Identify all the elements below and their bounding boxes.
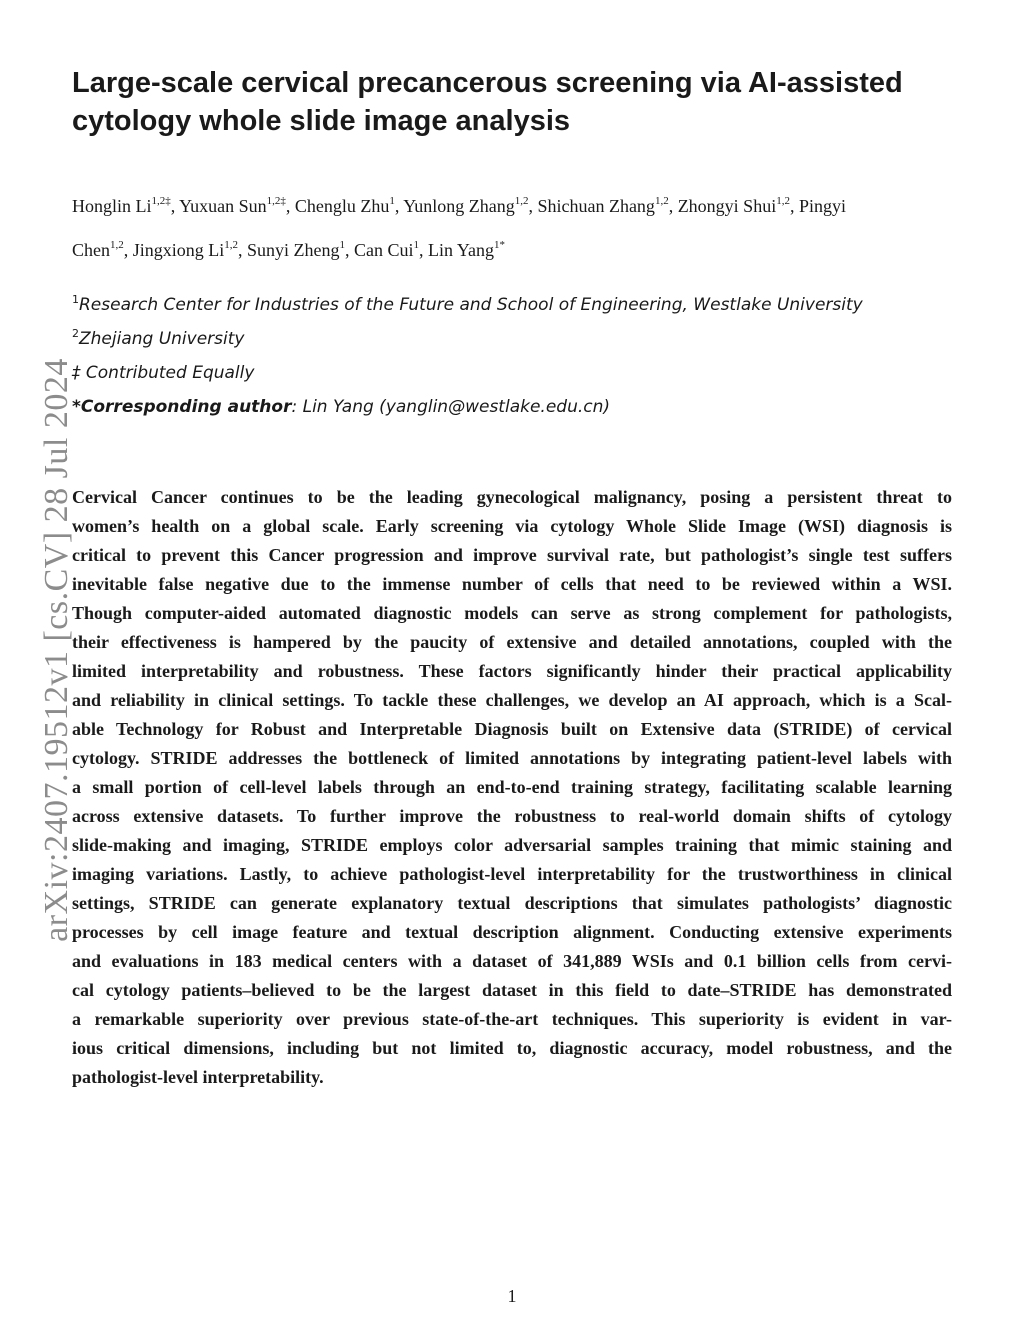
abstract-line: settings, STRIDE can generate explanatory textual descriptions that simulates pathologists’ diagnostic	[72, 893, 952, 913]
affiliation-block	[72, 288, 962, 424]
author-name-first-part: Pingyi	[798, 196, 846, 216]
author-name: Shichuan Zhang	[537, 196, 655, 216]
author-name-second-part: Chen	[72, 240, 110, 260]
equal-contribution-note: ‡ Contributed Equally	[72, 363, 255, 383]
abstract-line: critical to prevent this Cancer progression and improve survival rate, but pathologist’s single test suffers	[72, 545, 952, 565]
abstract-line: and reliability in clinical settings. To tackle these challenges, we develop an AI approach, which is a Scal-	[72, 690, 952, 710]
affiliation-marker: 1	[72, 293, 79, 306]
author-affil-sup: 1*	[494, 239, 506, 251]
abstract-line: cytology. STRIDE addresses the bottleneck of limited annotations by integrating patient-level labels with	[72, 748, 952, 768]
corresponding-contact: : Lin Yang (yanglin@westlake.edu.cn)	[291, 397, 610, 417]
author-affil-sup: 1,2‡	[151, 195, 171, 207]
author-name: Honglin Li	[72, 196, 152, 216]
arxiv-identifier-stamp: arXiv:2407.19512v1 [cs.CV] 28 Jul 2024	[38, 358, 75, 942]
author-name: Yunlong Zhang	[403, 196, 515, 216]
abstract-line: women’s health on a global scale. Early screening via cytology Whole Slide Image (WSI) diagnosis is	[72, 516, 952, 536]
abstract-line: their effectiveness is hampered by the paucity of extensive and detailed annotations, coupled with the	[72, 632, 952, 652]
title-line: Large-scale cervical precancerous screening via AI-assisted	[72, 67, 903, 99]
author-affil-sup: 1,2	[224, 239, 239, 251]
author-affil-sup: 1,2	[110, 239, 124, 251]
abstract-line: limited interpretability and robustness. These factors significantly hinder their practical applicability	[72, 661, 952, 681]
abstract-line: cal cytology patients–believed to be the largest dataset in this field to date–STRIDE has demonstrated	[72, 980, 952, 1000]
author-affil-sup: 1,2	[776, 195, 790, 207]
abstract-line: a small portion of cell-level labels through an end-to-end training strategy, facilitating scalable learning	[72, 777, 952, 797]
abstract-line: across extensive datasets. To further improve the robustness to real-world domain shifts of cytology	[72, 806, 952, 826]
abstract-line: Cervical Cancer continues to be the leading gynecological malignancy, posing a persistent threat to	[72, 487, 952, 507]
abstract-line: inevitable false negative due to the immense number of cells that need to be reviewed within a WSI.	[72, 574, 952, 594]
abstract-line: a remarkable superiority over previous state-of-the-art techniques. This superiority is evident in var-	[72, 1009, 952, 1029]
affiliation-1	[72, 288, 962, 322]
author-name: Jingxiong Li	[132, 240, 225, 260]
abstract-line: processes by cell image feature and textual description alignment. Conducting extensive experiments	[72, 922, 952, 942]
author-affil-sup: 1,2	[514, 195, 529, 207]
abstract-line: imaging variations. Lastly, to achieve pathologist-level interpretability for the trustworthiness in clinical	[72, 864, 952, 884]
abstract-line: ious critical dimensions, including but not limited to, diagnostic accuracy, model robustness, and the	[72, 1038, 952, 1058]
author-name: Can Cui	[354, 240, 414, 260]
author-affil-sup: 1	[413, 239, 420, 251]
paper-title	[72, 64, 952, 140]
abstract-line: Though computer-aided automated diagnostic models can serve as strong complement for pathologists,	[72, 603, 952, 623]
corresponding-label: *Corresponding author	[72, 397, 292, 417]
affiliation-text: Research Center for Industries of the Future and School of Engineering, Westlake University	[79, 295, 863, 315]
author-affil-sup: 1,2	[654, 195, 669, 207]
author-affil-sup: 1,2‡	[266, 195, 286, 207]
author-name: Yuxuan Sun	[179, 196, 267, 216]
author-affil-sup: 1	[339, 239, 346, 251]
abstract	[72, 483, 952, 1092]
author-line: Honglin $Li^{1,2\ddagger}$, Yuxuan Sun$^{1,2\ddagger}$, Chenglu Zhu$^1$, Yunlong Zhang$^{1,2}$, Shichuan Zhang$^{1,2}$, Zhongyi Shui$^{1,2}$, Pingyi	[72, 195, 846, 216]
author-line: Chen$^{1,2}$, Jingxiong Li$^{1,2}$, Sunyi Zheng$^1$, Can Cui$^1$, Lin Yang$^{1*}$	[72, 239, 506, 260]
author-name: Zhongyi Shui	[677, 196, 777, 216]
abstract-line: pathologist-level interpretability.	[72, 1067, 324, 1087]
author-affil-sup: 1	[389, 195, 395, 207]
affiliation-text: Zhejiang University	[79, 329, 245, 349]
abstract-line: slide-making and imaging, STRIDE employs color adversarial samples training that mimic staining and	[72, 835, 952, 855]
abstract-line: able Technology for Robust and Interpretable Diagnosis built on Extensive data (STRIDE) of cervical	[72, 719, 952, 739]
affiliation-marker: 2	[72, 327, 79, 340]
author-name: Lin Yang	[428, 240, 495, 260]
author-list	[72, 184, 962, 272]
corresponding-author	[72, 390, 962, 424]
page-number: 1	[507, 1286, 517, 1306]
author-name: Sunyi Zheng	[247, 240, 340, 260]
author-name: Chenglu Zhu	[294, 196, 390, 216]
affiliation-2	[72, 322, 962, 356]
abstract-line: and evaluations in 183 medical centers with a dataset of 341,889 WSIs and 0.1 billion cells from cervi-	[72, 951, 952, 971]
title-line: cytology whole slide image analysis	[72, 105, 571, 137]
